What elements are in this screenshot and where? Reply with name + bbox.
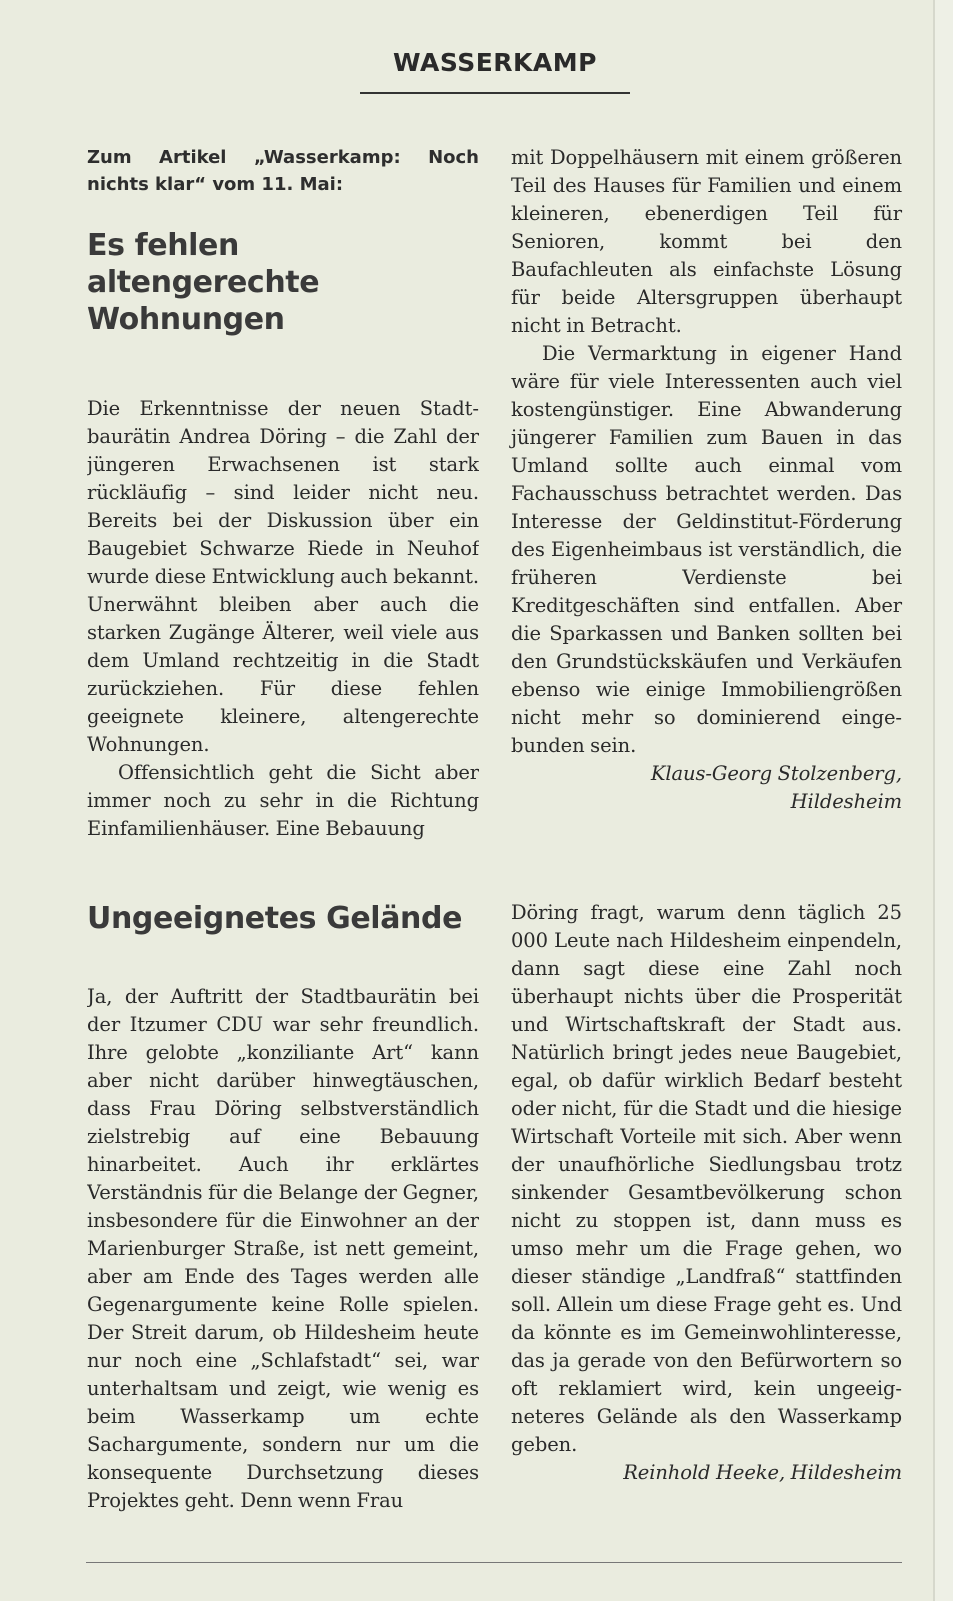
letter1-author-name: Klaus-Georg Stolzenberg, xyxy=(650,762,902,785)
letter2-text-end: Döring fragt, warum denn täglich 25 000 Leute nach Hildesheim einpendeln, dann sagt diese eine Zahl noch überhaupt nichts über die Prosperität und Wirtschaftskraft der Stadt aus. Natürlich bringt jedes neue Baugebiet, egal, ob dafür wirklich Bedarf besteht oder nicht, für die Stadt und die hiesige Wirtschaft Vorteile mit sich. Aber wenn der unaufhörliche Siedlungsbau trotz sinkender Gesamtbevölkerung schon nicht zu stoppen ist, dann muss es umso mehr um die Frage gehen, wo dieser ständige „Landfraß“ stattfinden soll. Allein um diese Frage geht es. Und da könnte es im Gemeinwohlinteresse, das ja gerade von den Befürwortern so oft reklamiert wird, kein ungeeigneteres Gelände als den Wasserkamp geben. xyxy=(511,901,902,1456)
section-rubric: WASSERKAMP xyxy=(393,48,597,77)
letter1-left-column xyxy=(87,144,479,338)
letter1-author-city: Hildesheim xyxy=(790,790,902,813)
letter2-author: Reinhold Heeke, Hildesheim xyxy=(623,1461,902,1484)
letter1-author xyxy=(511,760,902,816)
letter2-text-start: Ja, der Auftritt der Stadtbaurätin bei der Itzumer CDU war sehr freundlich. Ihre gelobte „konziliante Art“ kann aber nicht darüber hinwegtäuschen, dass Frau Döring selbstverständlich zielstrebig auf eine Bebauung hinarbeitet. Auch ihr erklärtes Verständnis für die Belange der Gegner, insbesondere für die Einwohner an der Marienburger Straße, ist nett gemeint, aber am Ende des Tages werden alle Gegenargumente keine Rolle spielen. Der Streit darum, ob Hildesheim heute nur noch eine „Schlafstadt“ sei, war unterhaltsam und zeigt, wie wenig es beim Wasserkamp um echte Sachargumente, sondern nur um die konsequente Durchsetzung dieses Projektes geht. Denn wenn Frau xyxy=(87,985,479,1512)
letter1-paragraph-2-start: Offensichtlich geht die Sicht aber immer noch zu sehr in die Richtung Einfamilienhäuser. Eine Bebauung xyxy=(87,761,479,840)
bottom-divider xyxy=(86,1562,902,1563)
letter1-paragraph-3: Die Vermarktung in eigener Hand wäre für viele Interessenten auch viel kostengünstiger. Eine Abwanderung jüngerer Familien zum Bauen in das Umland sollte auch einmal vom Fachausschuss betrachtet werden. Das Interesse der Geldinstitut-Förderung des Eigenheimbaus ist verständlich, die früheren Verdienste bei Kreditgeschäften sind entfallen. Aber die Sparkassen und Banken sollten bei den Grundstückskäufen und Verkäufen ebenso wie einige Immobiliengrößen nicht mehr so dominierend eingebunden sein. xyxy=(511,342,902,757)
letter1-paragraph-1: Die Erkenntnisse der neuen Stadtbaurätin Andrea Döring – die Zahl der jüngeren Erwachsenen ist stark rückläufig – sind leider nicht neu. Bereits bei der Diskussion über ein Baugebiet Schwarze Riede in Neuhof wurde diese Entwicklung auch bekannt. Unerwähnt bleiben aber auch die starken Zugänge Älterer, weil viele aus dem Umland rechtzeitig in die Stadt zurückziehen. Für diese fehlen geeignete kleinere, altengerechte Wohnungen. xyxy=(87,397,479,756)
letter1-body-left xyxy=(87,395,479,843)
letter2-headline: Ungeeignetes Gelände xyxy=(87,901,463,936)
letter2-body-right xyxy=(511,899,902,1487)
letter2-body-left xyxy=(87,983,479,1543)
letter1-headline-line2: altengerechte xyxy=(87,265,320,300)
letter1-body-right xyxy=(511,144,902,816)
rubric-underline xyxy=(360,92,630,94)
letter1-article-reference: Zum Artikel „Wasserkamp: Noch nichts klar“ vom 11. Mai: xyxy=(87,147,479,195)
letter1-headline-line3: Wohnungen xyxy=(87,302,285,337)
letter1-headline-line1: Es fehlen xyxy=(87,228,239,263)
letter1-paragraph-2-end: mit Doppelhäusern mit einem größeren Teil des Hauses für Familien und einem kleineren, ebenerdigen Teil für Senioren, kommt bei den Baufachleuten als einfachste Lösung für beide Altersgruppen überhaupt nicht in Betracht. xyxy=(511,146,902,337)
letter1-headline xyxy=(87,227,479,338)
